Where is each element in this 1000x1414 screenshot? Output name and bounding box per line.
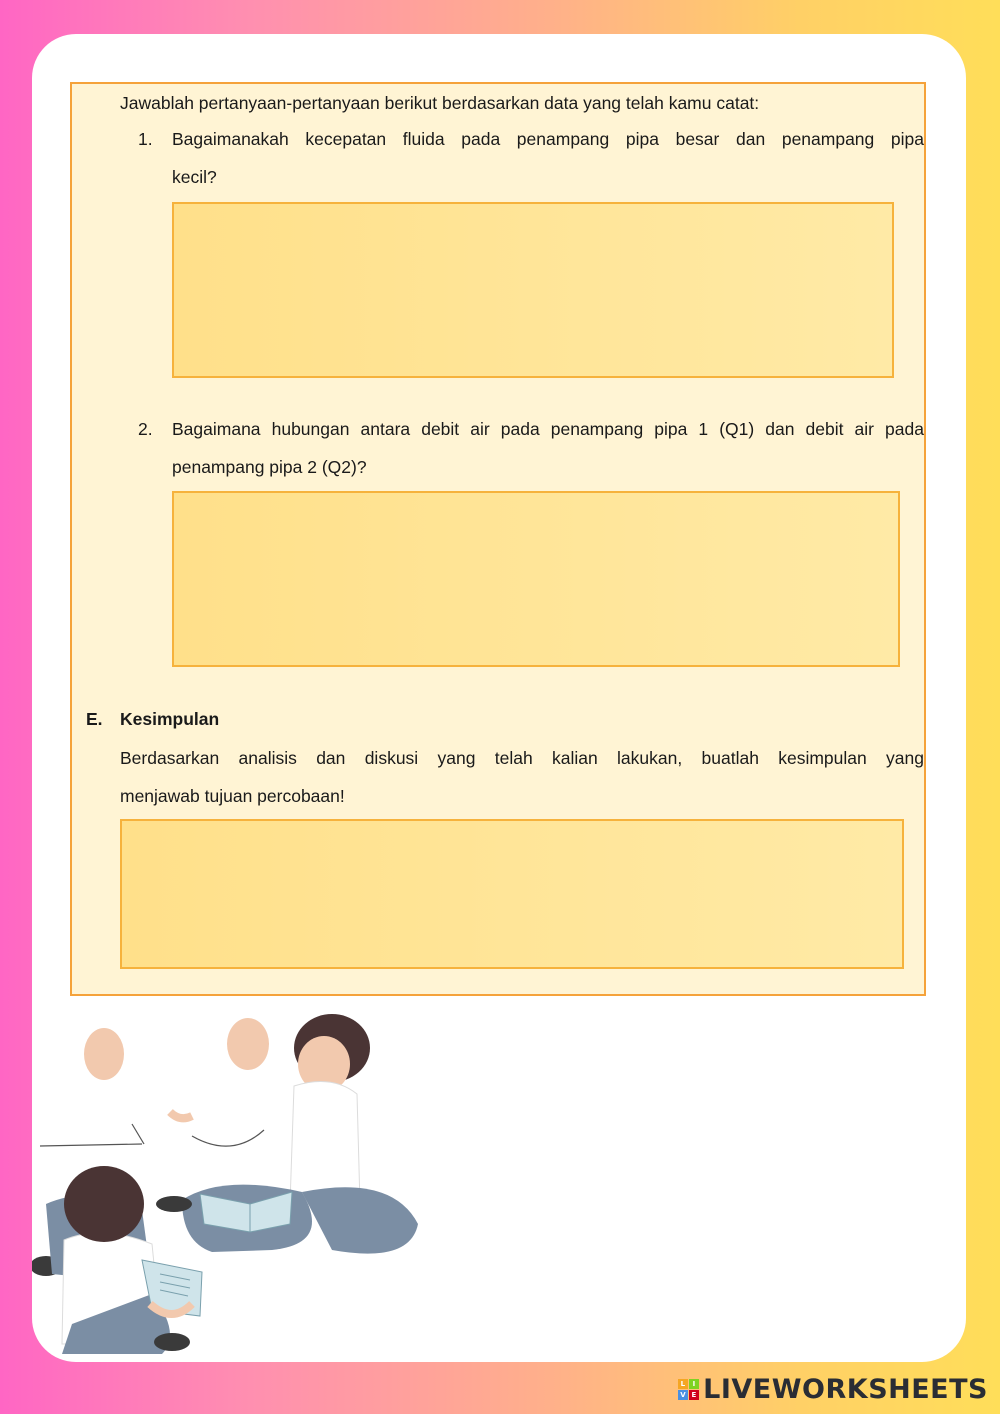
student-shirt-right xyxy=(290,1082,360,1205)
student-head-middle xyxy=(227,1018,269,1070)
question-1-line-1: Bagaimanakah kecepatan fluida pada penampang pipa besar dan penampang pipa xyxy=(172,129,924,149)
brand-name: LIVEWORKSHEETS xyxy=(703,1373,988,1405)
section-e-title: Kesimpulan xyxy=(120,709,220,729)
answer-box-2[interactable] xyxy=(172,491,900,667)
students-reading-illustration xyxy=(32,1004,452,1362)
shoe-front xyxy=(154,1333,190,1351)
question-2-number: 2. xyxy=(138,419,153,439)
liveworksheets-logo-icon: L I V E xyxy=(678,1379,699,1400)
conclusion-line-2: menjawab tujuan percobaan! xyxy=(120,786,345,806)
worksheet-card xyxy=(32,34,966,1362)
section-e-letter: E. xyxy=(86,709,103,729)
student-legs-right xyxy=(302,1187,418,1253)
intro-text: Jawablah pertanyaan-pertanyaan berikut berdasarkan data yang telah kamu catat: xyxy=(120,93,760,113)
answer-box-1[interactable] xyxy=(172,202,894,378)
conclusion-answer-box[interactable] xyxy=(120,819,904,969)
question-1-number: 1. xyxy=(138,129,153,149)
student-head-left xyxy=(84,1028,124,1080)
liveworksheets-brand xyxy=(678,1372,988,1406)
worksheet-panel xyxy=(70,82,926,996)
conclusion-answer-input[interactable] xyxy=(122,821,902,967)
shoe-middle xyxy=(156,1196,192,1212)
student-hair-front xyxy=(64,1166,144,1242)
question-2-line-2: penampang pipa 2 (Q2)? xyxy=(172,457,367,477)
question-1-line-2: kecil? xyxy=(172,167,217,187)
conclusion-line-1: Berdasarkan analisis dan diskusi yang telah kalian lakukan, buatlah kesimpulan yang xyxy=(120,748,924,768)
answer-input-1[interactable] xyxy=(174,204,892,376)
answer-input-2[interactable] xyxy=(174,493,898,665)
question-2-line-1: Bagaimana hubungan antara debit air pada penampang pipa 1 (Q1) dan debit air pada xyxy=(172,419,924,439)
